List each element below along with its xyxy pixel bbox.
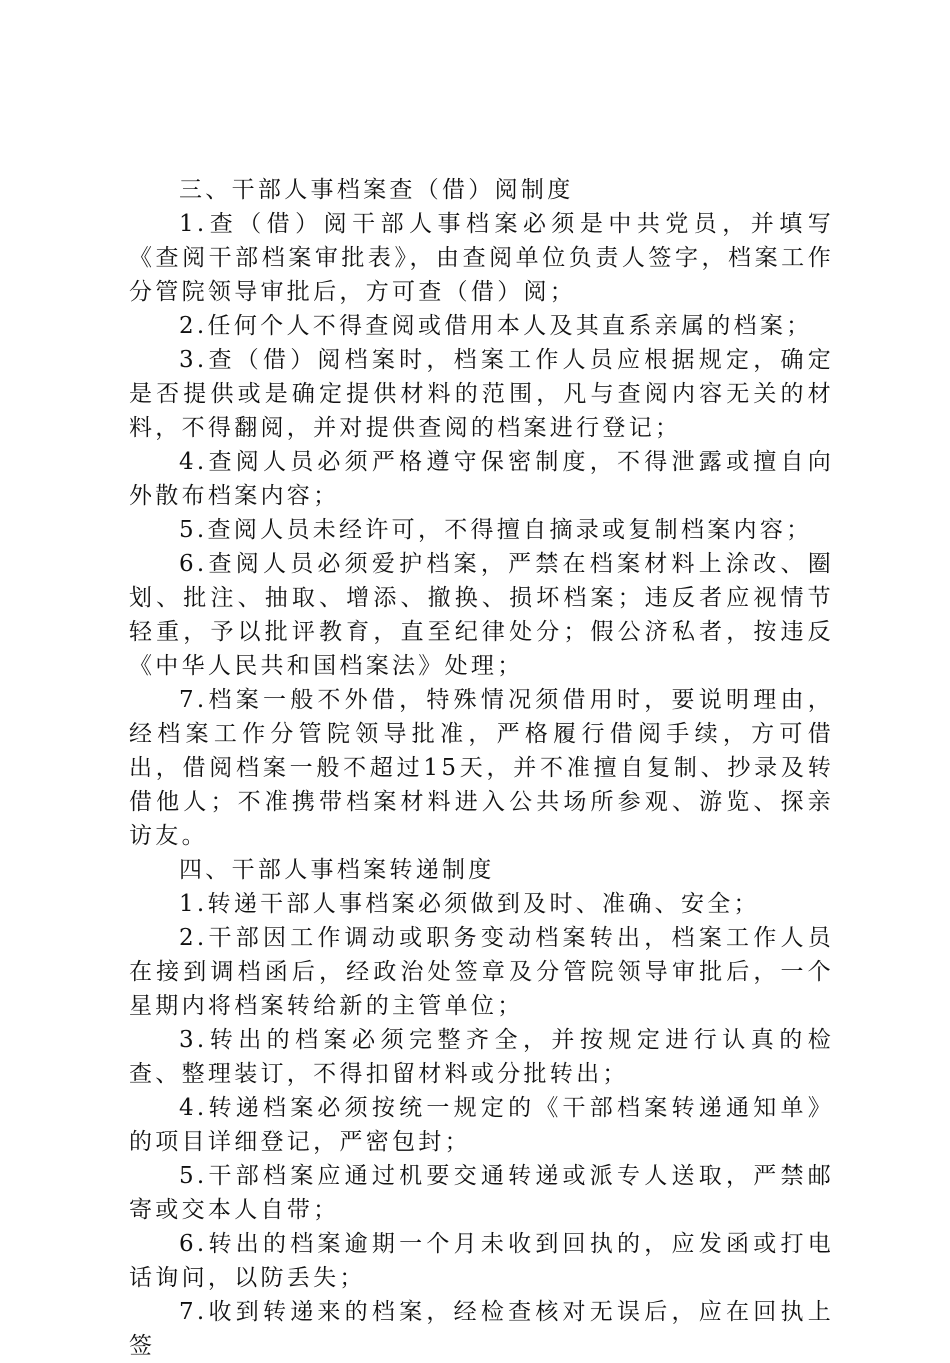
list-item: 1.转递干部人事档案必须做到及时、准确、安全；: [179, 891, 760, 917]
list-item: 2.任何个人不得查阅或借用本人及其直系亲属的档案；: [179, 313, 813, 339]
list-item: 5.查阅人员未经许可，不得擅自摘录或复制档案内容；: [179, 517, 813, 543]
list-item: 6.转出的档案逾期一个月未收到回执的，应发函或打电话询问，以防丢失；: [129, 1231, 834, 1291]
list-item: 4.查阅人员必须严格遵守保密制度，不得泄露或擅自向外散布档案内容；: [129, 449, 834, 509]
section-heading-archive-access: 三、干部人事档案查（借）阅制度: [179, 177, 574, 203]
list-item: 6.查阅人员必须爱护档案，严禁在档案材料上涂改、圈划、批注、抽取、增添、撤换、损坏档案；违反者应视情节轻重，予以批评教育，直至纪律处分；假公济私者，按违反《中华人民共和国档案法》处理；: [129, 551, 834, 679]
list-item: 2.干部因工作调动或职务变动档案转出，档案工作人员在接到调档函后，经政治处签章及分管院领导审批后，一个星期内将档案转给新的主管单位；: [129, 925, 834, 1019]
list-item: 7.档案一般不外借，特殊情况须借用时，要说明理由，经档案工作分管院领导批准，严格履行借阅手续，方可借出，借阅档案一般不超过15天，并不准擅自复制、抄录及转借他人；不准携带档案材料进入公共场所参观、游览、探亲访友。: [129, 687, 834, 849]
list-item: 1.查（借）阅干部人事档案必须是中共党员，并填写《查阅干部档案审批表》，由查阅单位负责人签字，档案工作分管院领导审批后，方可查（借）阅；: [129, 211, 834, 305]
list-item: 4.转递档案必须按统一规定的《干部档案转递通知单》的项目详细登记，严密包封；: [129, 1095, 834, 1155]
list-item: 5.干部档案应通过机要交通转递或派专人送取，严禁邮寄或交本人自带；: [129, 1163, 834, 1223]
list-item: 7.收到转递来的档案，经检查核对无误后，应在回执上签: [129, 1299, 834, 1359]
section-heading-archive-transfer: 四、干部人事档案转递制度: [179, 857, 495, 883]
list-item: 3.查（借）阅档案时，档案工作人员应根据规定，确定是否提供或是确定提供材料的范围，凡与查阅内容无关的材料，不得翻阅，并对提供查阅的档案进行登记；: [129, 347, 834, 441]
list-item: 3.转出的档案必须完整齐全，并按规定进行认真的检查、整理装订，不得扣留材料或分批转出；: [129, 1027, 834, 1087]
document-body: [129, 173, 834, 1363]
